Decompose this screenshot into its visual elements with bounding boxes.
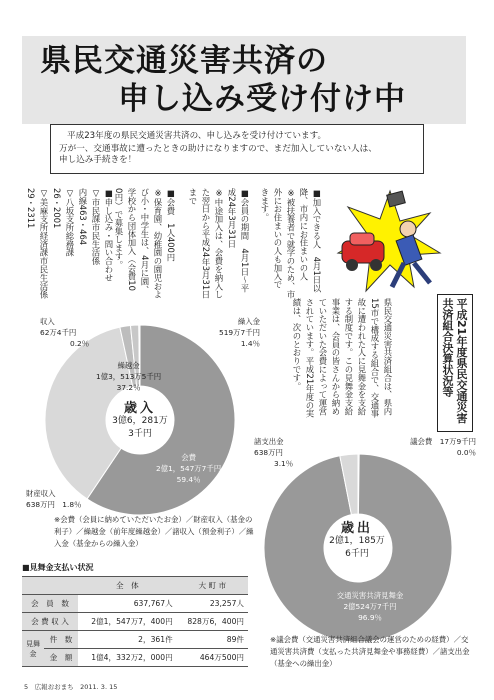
table-header: 大 町 市 [177, 577, 248, 595]
label-mimai: 交通災害共済見舞金 2億524万7千円 96.9％ [336, 591, 404, 622]
expense-center: 歳出 2億1，185万 6千円 [329, 521, 385, 559]
table-row: 金 額 1億4，332万2，000円 464万500円 [22, 649, 248, 667]
label-shoshi: 諸支出金 638万円 3.1％ [254, 437, 294, 468]
pie-slice [358, 454, 359, 514]
label-kurikoshi: 繰越金 1億3，513万5千円 37.2％ [96, 361, 162, 392]
table-row: 会 費 収 入 2億1，547万7，400円 828万6，400円 [22, 613, 248, 631]
label-kaihi: 会費 2億1，547万7千円 59.4％ [156, 453, 222, 484]
title-line-1: 県民交通災害共済の [40, 43, 328, 79]
info-column-fee: ■会費 1人400円 ※保育園、幼稚園の園児およ び小・中学生は、4月に園、 学校から団体加入（会費10 0円）で募集します。 [114, 188, 176, 299]
kessan-text: 県民交通災害共済組合は、県内15市で構成する組合で、交通事故に遭われた人に見舞金を支給する制度です。この見舞金支給事業は、会員の皆さんから納めていただいた会費によって運営されています。平成21年度の実績は、次のとおりです。 [292, 298, 393, 418]
label-kuriire: 繰入金 519万7千円 1.4％ [219, 317, 260, 348]
payment-title: ■見舞金支払い状況 [22, 563, 94, 572]
label-shunyu: 収入 62万4千円 0.2％ [40, 317, 90, 348]
table-row: 見舞金 件 数 2，361件 89件 [22, 631, 248, 649]
payment-table [22, 576, 248, 667]
label-zaisan: 財産収入 638万円 1.8％ [26, 489, 82, 509]
note-revenue: ※会費（会員に納めていただいたお金）／財産収入（基金の利子）／繰越金（前年度繰越金）／諸収入（預金利子）／繰入金（基金からの繰入金） [54, 515, 254, 548]
table-row: 会 員 数 637,767人 23,257人 [22, 595, 248, 613]
notice-line-1: 平成23年度の県民交通災害共済の、申し込みを受け付けています。 [67, 131, 327, 141]
info-column-eligibility: ■加入できる人 4月1日以 降、市内にお住まいの人 ※被扶養者で就学のため、市 外にお住まいの人も加入で きます。 [260, 188, 322, 299]
revenue-center: 歳入 3億6，281万 3千円 [112, 401, 168, 439]
table-header: 全 体 [78, 577, 177, 595]
label-gikai: 議会費 17万9千円 0.0％ [410, 437, 476, 457]
table-header-row [22, 577, 248, 595]
info-column-period: ■会員の期間 4月1日〜平 成24年3月31日 ※中途加入は、会費を納入し た翌日から平成24年3月31日 まで [188, 188, 250, 299]
page-footer: 5 広報おおまち 2011. 3. 15 [24, 683, 118, 691]
kessan-heading: 平成21年度県民交通災害共済組合決算状況等 [441, 298, 468, 424]
notice-line-3: 申し込み手続きを！ [59, 155, 137, 165]
table-header [22, 577, 78, 595]
notice-line-2: 万が一、交通事故に遭ったときの助けになりますので、まだ加入していない人は、 [59, 144, 377, 154]
info-column-contact: ■申し込み・問い合わせ ▽市民課市民生活係 内線463・464 ▽八坂支所総務課 26・2001 ▽美麻支所経済課市民生活係 29・2311 [26, 188, 114, 299]
note-expense: ※議会費（交通災害共済組合議会の運営のための経費）／交通災害共済費（支払った共済見舞金や事務経費）／諸支出金（基金への繰出金） [270, 635, 470, 668]
title-line-2: 申し込み受け付け中 [118, 81, 406, 117]
